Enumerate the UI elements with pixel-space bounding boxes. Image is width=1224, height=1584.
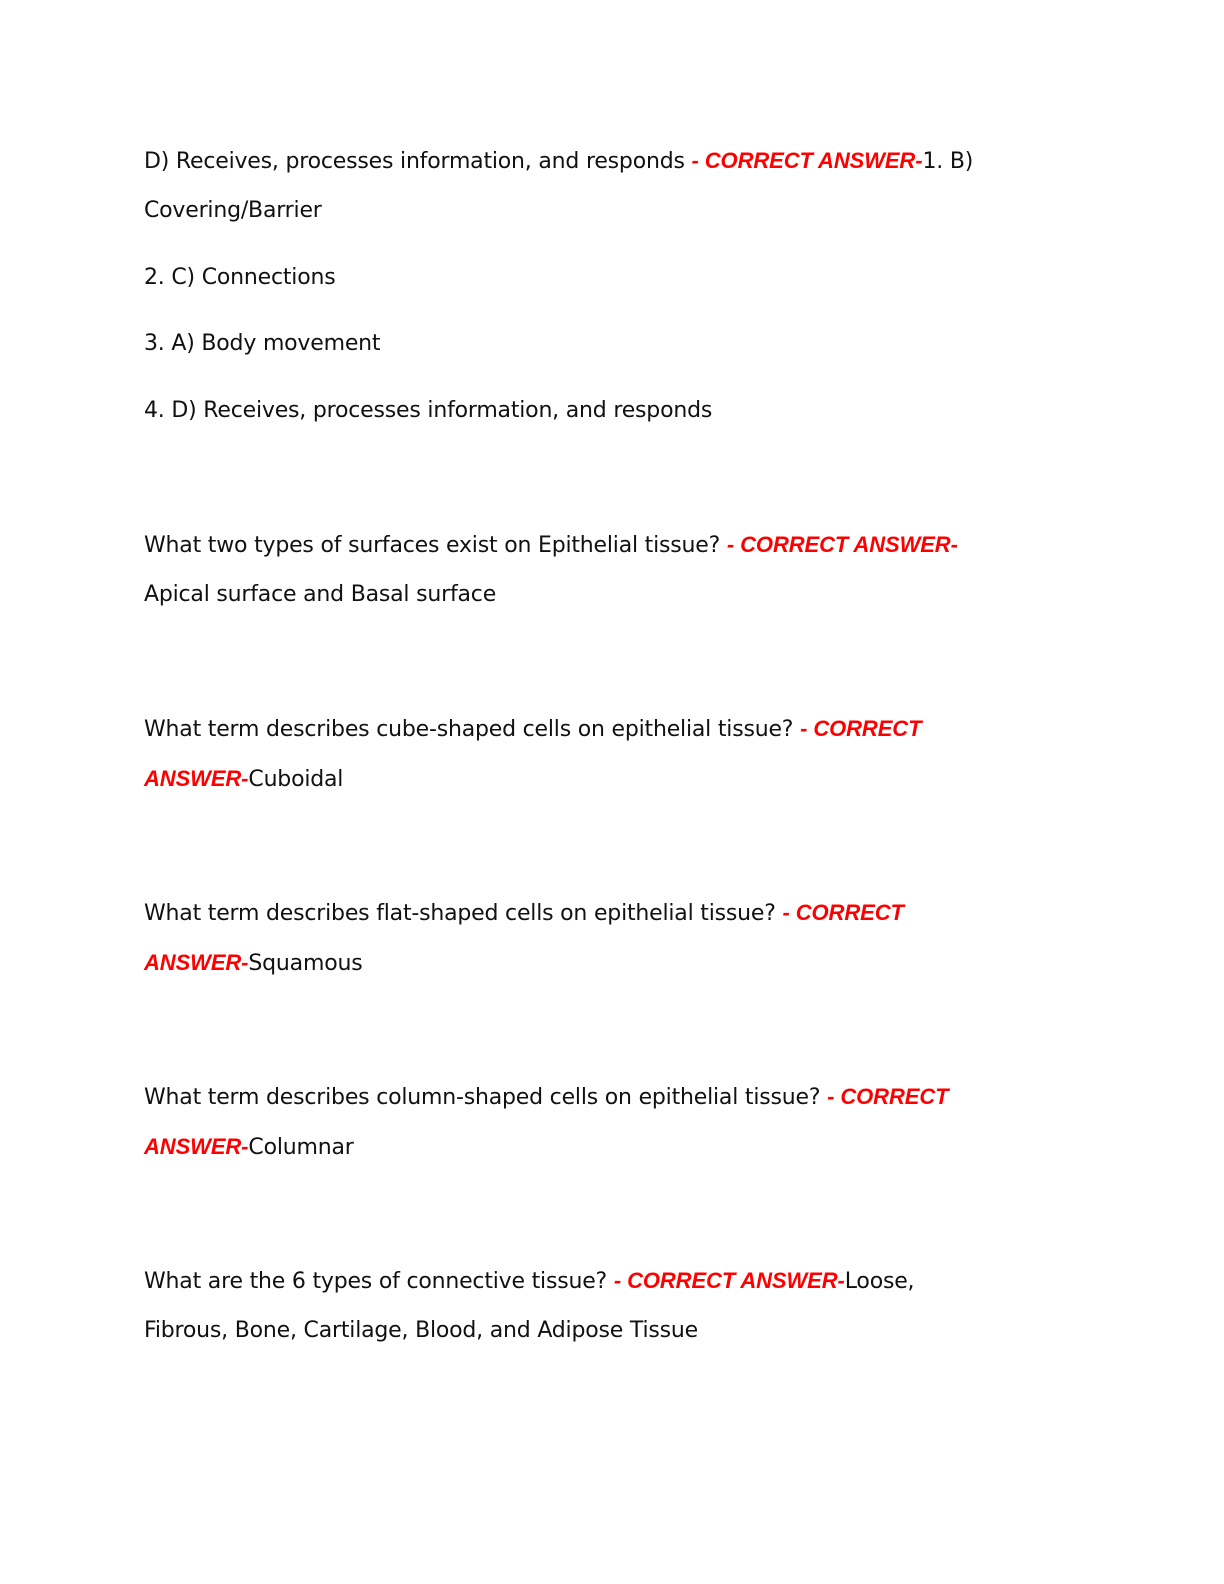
question-text: D) Receives, processes information, and responds bbox=[144, 149, 685, 174]
answer-text: 1. B) bbox=[922, 149, 974, 174]
correct-answer-marker-part2: ANSWER- bbox=[144, 950, 249, 975]
correct-answer-marker-part1: - CORRECT bbox=[800, 716, 922, 741]
question-text: What term describes column-shaped cells on epithelial tissue? bbox=[144, 1085, 821, 1110]
answer-line bbox=[144, 580, 496, 610]
correct-answer-marker-part2: ANSWER- bbox=[144, 766, 249, 791]
correct-answer-marker-part1: - CORRECT bbox=[827, 1084, 949, 1109]
question-text: What are the 6 types of connective tissue? bbox=[144, 1269, 608, 1294]
question-line bbox=[144, 898, 904, 929]
answer-line bbox=[144, 1316, 698, 1346]
answer-text: Columnar bbox=[248, 1135, 354, 1160]
question-text: What two types of surfaces exist on Epithelial tissue? bbox=[144, 533, 721, 558]
answer-text: Fibrous, Bone, Cartilage, Blood, and Adipose Tissue bbox=[144, 1318, 698, 1343]
answer-line bbox=[144, 948, 362, 979]
correct-answer-marker-part1: - CORRECT bbox=[782, 900, 904, 925]
question-line bbox=[144, 530, 958, 561]
answer-line bbox=[144, 764, 343, 795]
question-text: What term describes cube-shaped cells on epithelial tissue? bbox=[144, 717, 794, 742]
answer-text: Apical surface and Basal surface bbox=[144, 582, 497, 607]
correct-answer-marker-part2: ANSWER- bbox=[144, 1134, 249, 1159]
list-item: 2. C) Connections bbox=[144, 265, 336, 290]
question-text: What term describes flat-shaped cells on epithelial tissue? bbox=[144, 901, 776, 926]
question-line bbox=[144, 714, 921, 745]
correct-answer-marker: - CORRECT ANSWER- bbox=[726, 532, 958, 557]
list-item: 4. D) Receives, processes information, and responds bbox=[144, 398, 713, 423]
question-line bbox=[144, 1082, 948, 1113]
list-item: 3. A) Body movement bbox=[144, 331, 381, 356]
answer-text: Cuboidal bbox=[248, 767, 344, 792]
answer-line bbox=[144, 1132, 354, 1163]
question-line bbox=[144, 146, 973, 177]
answer-text: Squamous bbox=[248, 951, 363, 976]
correct-answer-marker: - CORRECT ANSWER- bbox=[613, 1268, 845, 1293]
correct-answer-marker: - CORRECT ANSWER- bbox=[691, 148, 923, 173]
answer-text: Loose, bbox=[844, 1269, 915, 1294]
answer-line bbox=[144, 196, 322, 226]
answer-text: Covering/Barrier bbox=[144, 198, 322, 223]
question-line bbox=[144, 1266, 914, 1297]
